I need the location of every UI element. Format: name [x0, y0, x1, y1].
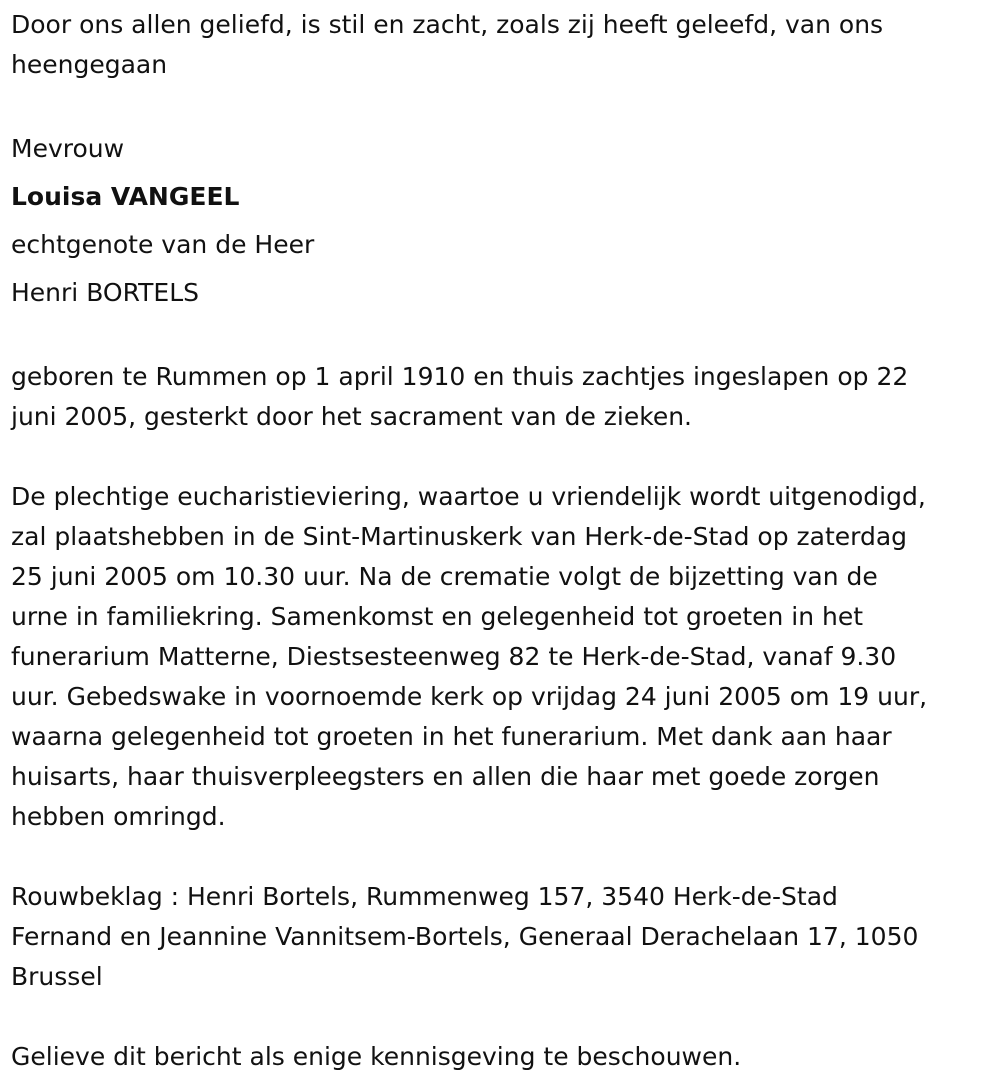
ceremony-line: huisarts, haar thuisverpleegsters en allen die haar met goede zorgen — [11, 762, 880, 791]
spacer — [11, 837, 990, 877]
birth-death-line-1: geboren te Rummen op 1 april 1910 en thuis zachtjes ingeslapen op 22 — [11, 362, 909, 391]
deceased-name: Louisa VANGEEL — [11, 182, 240, 211]
ceremony-line: 25 juni 2005 om 10.30 uur. Na de crematie volgt de bijzetting van de — [11, 562, 878, 591]
birth-death-paragraph — [11, 357, 990, 437]
deceased-block — [11, 125, 990, 317]
intro-line-2: heengegaan — [11, 50, 168, 79]
intro-paragraph — [11, 5, 990, 85]
birth-death-line-2: juni 2005, gesterkt door het sacrament van de zieken. — [11, 402, 692, 431]
spacer — [11, 85, 990, 125]
closing-paragraph — [11, 1037, 990, 1077]
condolences-line: Rouwbeklag : Henri Bortels, Rummenweg 157, 3540 Herk-de-Stad — [11, 882, 838, 911]
closing-line: Gelieve dit bericht als enige kennisgeving te beschouwen. — [11, 1042, 742, 1071]
honorific: Mevrouw — [11, 134, 125, 163]
condolences-line: Brussel — [11, 962, 103, 991]
ceremony-line: zal plaatshebben in de Sint-Martinuskerk van Herk-de-Stad op zaterdag — [11, 522, 908, 551]
ceremony-paragraph — [11, 477, 990, 837]
spacer — [11, 317, 990, 357]
spacer — [11, 437, 990, 477]
relation-text: echtgenote van de Heer — [11, 230, 315, 259]
ceremony-line: hebben omringd. — [11, 802, 226, 831]
spacer — [11, 997, 990, 1037]
ceremony-line: urne in familiekring. Samenkomst en gelegenheid tot groeten in het — [11, 602, 864, 631]
intro-line-1: Door ons allen geliefd, is stil en zacht, zoals zij heeft geleefd, van ons — [11, 10, 884, 39]
condolences-paragraph — [11, 877, 990, 997]
ceremony-line: waarna gelegenheid tot groeten in het funerarium. Met dank aan haar — [11, 722, 892, 751]
condolences-line: Fernand en Jeannine Vannitsem-Bortels, Generaal Derachelaan 17, 1050 — [11, 922, 919, 951]
ceremony-line: De plechtige eucharistieviering, waartoe u vriendelijk wordt uitgenodigd, — [11, 482, 926, 511]
spouse-name: Henri BORTELS — [11, 278, 200, 307]
ceremony-line: uur. Gebedswake in voornoemde kerk op vrijdag 24 juni 2005 om 19 uur, — [11, 682, 928, 711]
ceremony-line: funerarium Matterne, Diestsesteenweg 82 te Herk-de-Stad, vanaf 9.30 — [11, 642, 897, 671]
